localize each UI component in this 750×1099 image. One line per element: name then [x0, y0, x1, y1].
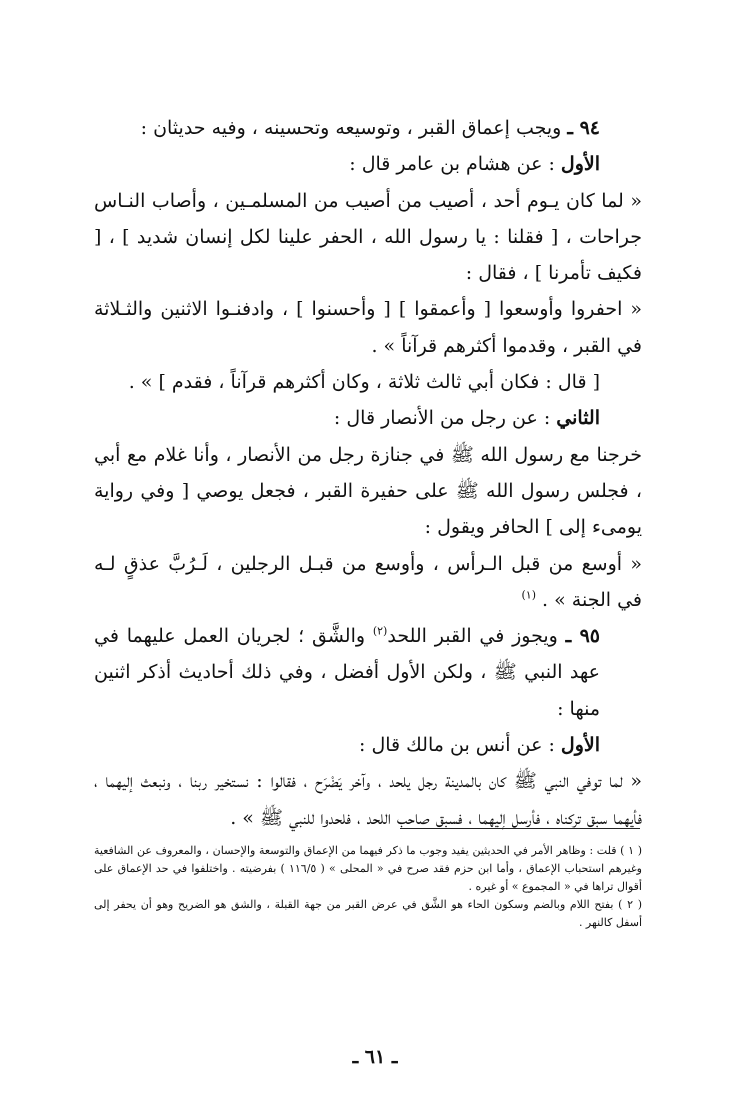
hadith-label: الثاني [556, 407, 600, 430]
hadith-label: الأول [560, 734, 600, 757]
hadith-text: « لما كان يـوم أحد ، أصيب من أصيب من المسلمـين ، وأصاب النـاس جراحات ، [ فقلنا : يا رسول الله ، الحفر علينا لكل إنسان شديد ] ، [ فكيف تأمرنا ] ، فقال : [94, 189, 642, 285]
hadith-text: خرجنا مع رسول الله ﷺ في جنازة رجل من الأنصار ، وأنا غلام مع أبي ، فجلس رسول الله ﷺ على حفيرة القبر ، فجعل يوصي [ وفي رواية يومىء إلى ] الحافر ويقول : [94, 443, 642, 539]
footnote-1: ( ١ ) قلت : وظاهر الأمر في الحديثين يفيد وجوب ما ذكر فيهما من الإعماق والتوسعة والإحسان ، والمعروف عن الشافعية وغيرهم استحباب الإعماق ، وأما ابن حزم فقد صرح في « المحلى » ( ١١٦/٥ ) بفرضيته . واختلفوا في حد الإعماق على أقوال تراها في « المجموع » أو غيره . [94, 844, 642, 893]
hadith-label: الأول [560, 153, 600, 176]
hadith-quote: « أوسع من قبل الـرأس ، وأوسع من قبـل الرجلين ، لَـرُبَّ عذقٍ لـه في الجنة » . [94, 552, 642, 611]
section-number: ٩٤ ـ [567, 117, 600, 139]
section-text: ويجوز في القبر اللحد [387, 625, 558, 648]
footnote-marker: (١) [521, 588, 536, 602]
page-number: ـ ٦١ ـ [352, 1046, 398, 1068]
footnote-divider [400, 828, 640, 829]
section-text: ويجب إعماق القبر ، وتوسيعه وتحسينه ، وفيه حديثان : [140, 117, 562, 139]
section-number: ٩٥ ـ [565, 625, 601, 648]
hadith-text: [ قال : فكان أبي ثالث ثلاثة ، وكان أكثرهم قرآناً ، فقدم ] » . [128, 371, 600, 394]
hadith-text: « لما توفي النبي ﷺ كان بالمدينة رجل يلحد ، وآخر يَضْرَح ، فقالوا : نستخير ربنا ، ونبعث إليهما ، فأيهما سبق تركناه ، فأرسل إليهما ، فسبق صاحب اللحد ، فلحدوا للنبي ﷺ » . [94, 770, 642, 829]
hadith-text [94, 546, 642, 619]
hadith-first-intro [94, 727, 642, 763]
hadith-text: « احفروا وأوسعوا [ وأعمقوا ] [ وأحسنوا ] ، وادفنـوا الاثنين والثـلاثة في القبر ، وقدموا أكثرهم قرآناً » . [94, 298, 642, 357]
section-text: والشَّق ؛ لجريان العمل عليهما في عهد النبي ﷺ ، ولكن الأول أفضل ، وفي ذلك أحاديث أذكر اثنين منها : [94, 625, 600, 720]
hadith-intro-text: : عن أنس بن مالك قال : [359, 734, 555, 757]
hadith-intro-text: : عن هشام بن عامر قال : [349, 153, 555, 176]
hadith-first-intro [94, 146, 642, 182]
hadith-second-intro [94, 400, 642, 436]
footnotes [94, 842, 642, 932]
main-text [94, 110, 642, 836]
footnote-2: ( ٢ ) بفتح اللام وبالضم وسكون الحاء هو الشَّق في عرض القبر من جهة القبلة ، والشق هو الضريح وهو أن يحفر إلى أسفل كالنهر . [94, 898, 642, 929]
section-94-heading [94, 110, 642, 146]
section-95-heading [94, 618, 642, 727]
hadith-intro-text: : عن رجل من الأنصار قال : [333, 407, 551, 430]
footnote-marker: (٢) [372, 624, 388, 638]
